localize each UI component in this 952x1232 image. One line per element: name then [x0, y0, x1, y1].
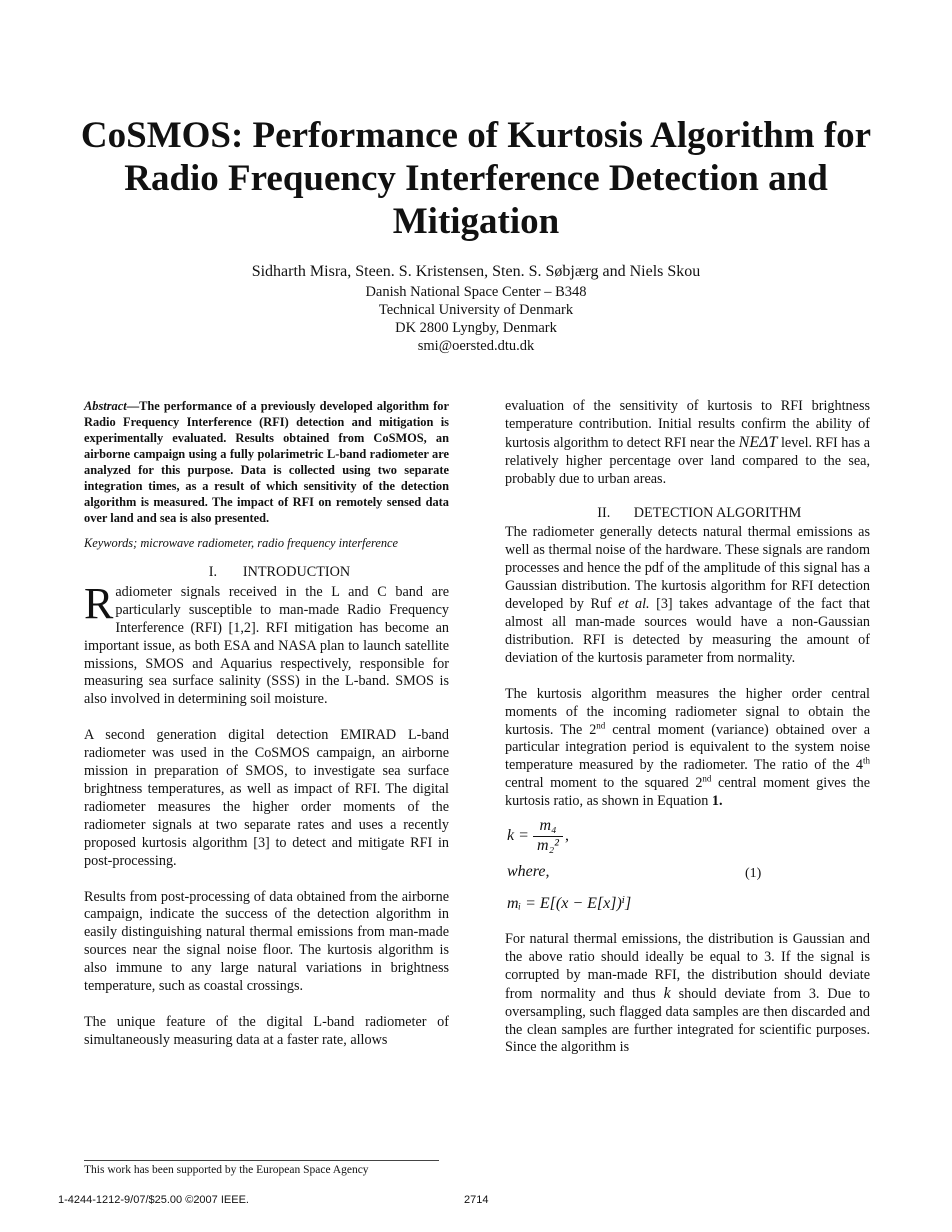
- abstract-text: —The performance of a previously developed algorithm for Radio Frequency Interference (RFI) detection and mitigation is experimentally evaluated. Results obtained from CoSMOS, an airborne campaign using a fully polarimetric L-band radiometer are analyzed for this purpose. Data is collected using two separate integration times, as a result of which sensitivity of the detection algorithm is measured. The impact of RFI on remotely sensed data over land and sea is also presented.: [84, 399, 449, 525]
- left-column: [84, 398, 449, 1050]
- intro-paragraph-3: Results from post-processing of data obtained from the airborne campaign, indicate the success of the detection algorithm in easily distinguishing natural thermal emissions from man-made sources near the signal noise floor. The kurtosis algorithm is also immune to any large natural variations in brightness temperature, such as coastal crossings.: [84, 888, 449, 995]
- equation-moment-definition: mᵢ = E[(x − E[x])ⁱ]: [507, 895, 632, 913]
- paper-title: CoSMOS: Performance of Kurtosis Algorithm for Radio Frequency Interference Detection and Mitigation: [80, 115, 872, 242]
- section-number: II.: [597, 504, 611, 521]
- equation-number: (1): [745, 866, 762, 882]
- section-number: I.: [208, 564, 218, 580]
- intro-paragraph-4: The unique feature of the digital L-band radiometer of simultaneously measuring data at a faster rate, allows: [84, 1013, 449, 1048]
- author-list: Sidharth Misra, Steen. S. Kristensen, Sten. S. Søbjærg and Niels Skou: [251, 263, 701, 280]
- equation-numerator: m₄: [533, 817, 563, 837]
- section-heading-detection: [505, 505, 870, 523]
- equation-denominator: m₂²: [537, 836, 559, 854]
- affiliation-line: Technical University of Denmark: [378, 302, 574, 318]
- author-email: smi@oersted.dtu.dk: [417, 338, 535, 354]
- netd-symbol: NEΔT: [738, 433, 778, 451]
- equation-where: where,: [507, 863, 550, 881]
- equation-lhs: k =: [507, 827, 529, 845]
- intro-continuation: evaluation of the sensitivity of kurtosis to RFI brightness temperature contribution. Initial results confirm the ability of kurtosis algorithm to detect RFI near the NEΔT level. RFI has a relatively higher percentage over land compared to the sea, probably due to urban areas.: [505, 398, 871, 487]
- equation-1: k = $\frac{\text{m₄}}{\text{m₂²}}$ , where, (1) mᵢ = E[(x − E[x])ⁱ]: [507, 817, 762, 913]
- keywords: Keywords; microwave radiometer, radio frequency interference: [84, 536, 399, 550]
- drop-cap: R: [84, 578, 114, 628]
- footnote-rule: [84, 1160, 439, 1161]
- footnote: This work has been supported by the European Space Agency: [84, 1164, 369, 1176]
- copyright-footer: 1-4244-1212-9/07/$25.00 ©2007 IEEE.: [58, 1194, 249, 1206]
- detection-paragraph-1: The radiometer generally detects natural thermal emissions as well as thermal noise of the hardware. These signals are random processes and hence the pdf of the amplitude of this signal has a Gaussian distribution. The kurtosis algorithm for RFI detection developed by Ruf et al. [3] takes advantage of the fact that almost all man-made sources would have a non-Gaussian distribution. RFI is detected by measuring the amount of deviation of the kurtosis parameter from normality.: [505, 524, 870, 666]
- abstract-label: Abstract: [84, 399, 127, 413]
- detection-paragraph-3: For natural thermal emissions, the distribution is Gaussian and the above ratio should ideally be equal to 3. If the signal is corrupted by man-made RFI, the distribution should deviate from normality and thus k should deviate from 3. Due to oversampling, such flagged data samples are then discarded and the clean samples are further integrated for scientific purposes. Since the algorithm is: [505, 931, 870, 1056]
- section-title: INTRODUCTION: [242, 564, 351, 580]
- intro-paragraph-1: Radiometer signals received in the L and C band are particularly susceptible to man-made Radio Frequency Interference (RFI) [1,2]. RFI mitigation has become an important issue, as both ESA and NASA plan to launch satellite missions, SMOS and Aquarius respectively, responsible for measuring sea surface salinity (SSS) in the L-band. SMOS is also involved in determining soil moisture.: [84, 578, 449, 708]
- abstract: [84, 398, 449, 526]
- right-column: [505, 398, 870, 1057]
- affiliation-line: Danish National Space Center – B348: [365, 284, 587, 300]
- section-title: DETECTION ALGORITHM: [633, 504, 802, 521]
- page-number: 2714: [464, 1194, 489, 1206]
- section-heading-introduction: [84, 564, 449, 582]
- affiliation-line: DK 2800 Lyngby, Denmark: [395, 320, 557, 336]
- intro-paragraph-2: A second generation digital detection EMIRAD L-band radiometer was used in the CoSMOS campaign, an airborne mission in preparation of SMOS, to investigate sea surface brightness temperatures, as well as impact of RFI. The digital radiometer measures the higher order moments of the radiometer signals at two separate rates and uses a recently proposed kurtosis algorithm [3] to detect and mitigate RFI in post-processing.: [84, 727, 449, 869]
- detection-paragraph-2: The kurtosis algorithm measures the higher order central moments of the incoming radiometer signal to obtain the kurtosis. The 2nd central moment (variance) obtained over a particular integration period is equivalent to the system noise temperature measured by the radiometer. The ratio of the 4th central moment to the squared 2nd central moment gives the kurtosis ratio, as shown in Equation 1.: [505, 685, 870, 810]
- equation-fraction: [533, 817, 563, 855]
- affiliation-block: [60, 283, 892, 355]
